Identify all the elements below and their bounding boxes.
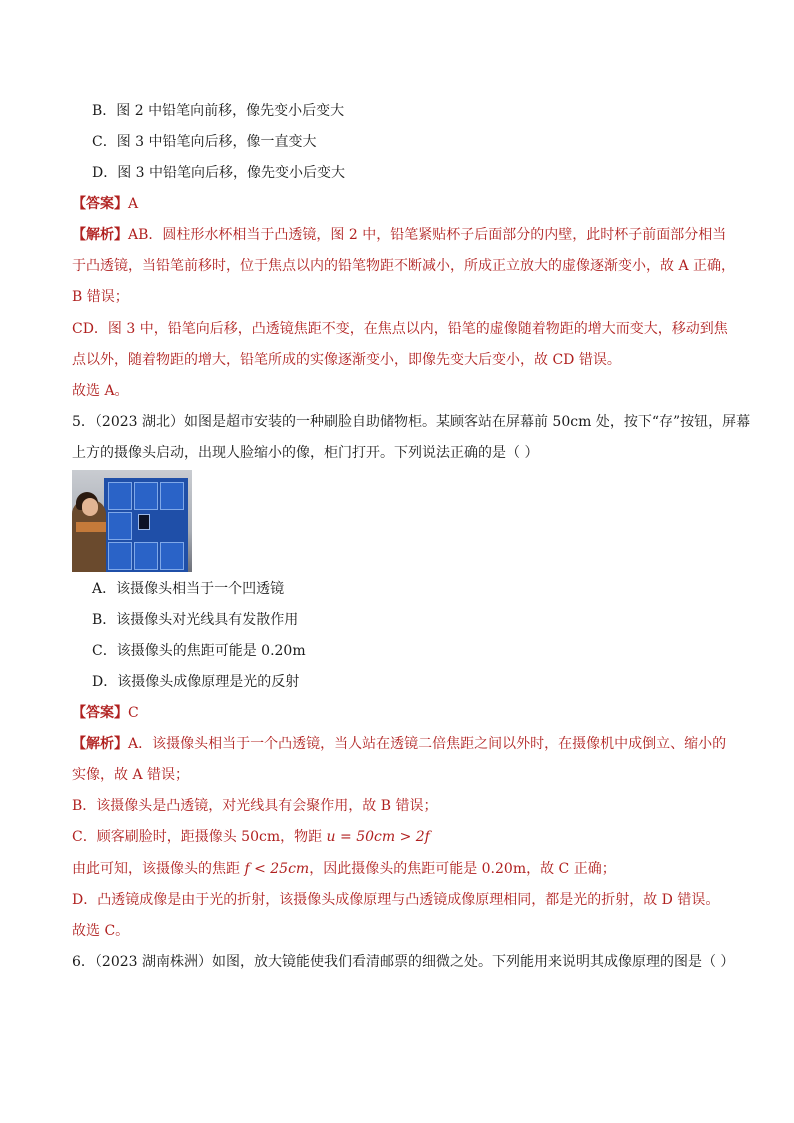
answer-value: C bbox=[128, 705, 139, 721]
q4-analysis-line4: CD．图 3 中，铅笔向后移，凸透镜焦距不变，在焦点以内，铅笔的虚像随着物距的增大而变大，移动到焦 bbox=[72, 321, 728, 337]
q4-analysis-line1 bbox=[72, 225, 726, 245]
q5-option-c: C．该摄像头的焦距可能是 0.20m bbox=[92, 643, 306, 659]
q4-option-c: C．图 3 中铅笔向后移，像一直变大 bbox=[92, 134, 317, 150]
q5-analysis-line3: B．该摄像头是凸透镜，对光线具有会聚作用，故 B 错误； bbox=[72, 798, 438, 814]
q6-stem-line1: 6．（2023 湖南株洲）如图，放大镜能使我们看清邮票的细微之处。下列能用来说明其成像原理的图是（ ） bbox=[72, 954, 735, 970]
q5-conclusion: 故选 C。 bbox=[72, 923, 130, 939]
q5-analysis-line2: 实像，故 A 错误； bbox=[72, 767, 190, 783]
q4-conclusion: 故选 A。 bbox=[72, 383, 129, 399]
locker-screen bbox=[138, 514, 150, 530]
analysis-tag: 【解析】 bbox=[72, 227, 128, 243]
q4-option-d: D．图 3 中铅笔向后移，像先变小后变大 bbox=[92, 165, 346, 181]
q5-answer bbox=[72, 703, 139, 723]
q4-option-b: B．图 2 中铅笔向前移，像先变小后变大 bbox=[92, 103, 345, 119]
q5-analysis-line5 bbox=[72, 859, 616, 879]
analysis-text: C．顾客刷脸时，距摄像头 50cm，物距 bbox=[72, 829, 327, 845]
analysis-text: AB．圆柱形水杯相当于凸透镜，图 2 中，铅笔紧贴杯子后面部分的内壁，此时杯子前面部分相当 bbox=[128, 227, 727, 243]
smart-locker-photo bbox=[72, 470, 192, 572]
q5-option-b: B．该摄像头对光线具有发散作用 bbox=[92, 612, 299, 628]
q5-stem-line1: 5．（2023 湖北）如图是超市安装的一种刷脸自助储物柜。某顾客站在屏幕前 50cm 处，按下“存”按钮，屏幕 bbox=[72, 414, 751, 430]
answer-tag: 【答案】 bbox=[72, 196, 128, 212]
analysis-text: 由此可知，该摄像头的焦距 bbox=[72, 861, 245, 877]
q5-option-a: A．该摄像头相当于一个凹透镜 bbox=[92, 581, 285, 597]
q4-answer bbox=[72, 194, 138, 214]
q5-analysis-line1 bbox=[72, 734, 726, 754]
q5-option-d: D．该摄像头成像原理是光的反射 bbox=[92, 674, 300, 690]
answer-value: A bbox=[128, 196, 139, 212]
analysis-text: A．该摄像头相当于一个凸透镜，当人站在透镜二倍焦距之间以外时，在摄像机中成倒立、缩小的 bbox=[128, 736, 727, 752]
q4-analysis-line5: 点以外，随着物距的增大，铅笔所成的实像逐渐变小，即像先变大后变小，故 CD 错误。 bbox=[72, 352, 621, 368]
q5-analysis-line4 bbox=[72, 827, 430, 847]
q5-analysis-line6: D．凸透镜成像是由于光的折射，该摄像头成像原理与凸透镜成像原理相同，都是光的折射，故 D 错误。 bbox=[72, 892, 720, 908]
q5-stem-line2: 上方的摄像头启动，出现人脸缩小的像，柜门打开。下列说法正确的是（ ） bbox=[72, 445, 539, 461]
q4-analysis-line2: 于凸透镜，当铅笔前移时，位于焦点以内的铅笔物距不断减小，所成正立放大的虚像逐渐变小，故 A 正确， bbox=[72, 258, 736, 274]
analysis-text: ，因此摄像头的焦距可能是 0.20m，故 C 正确； bbox=[309, 861, 616, 877]
math-expression: u = 50cm > 2f bbox=[326, 829, 430, 845]
answer-tag: 【答案】 bbox=[72, 705, 128, 721]
analysis-tag: 【解析】 bbox=[72, 736, 128, 752]
math-expression: f < 25cm bbox=[244, 861, 310, 877]
q4-analysis-line3: B 错误； bbox=[72, 289, 129, 305]
